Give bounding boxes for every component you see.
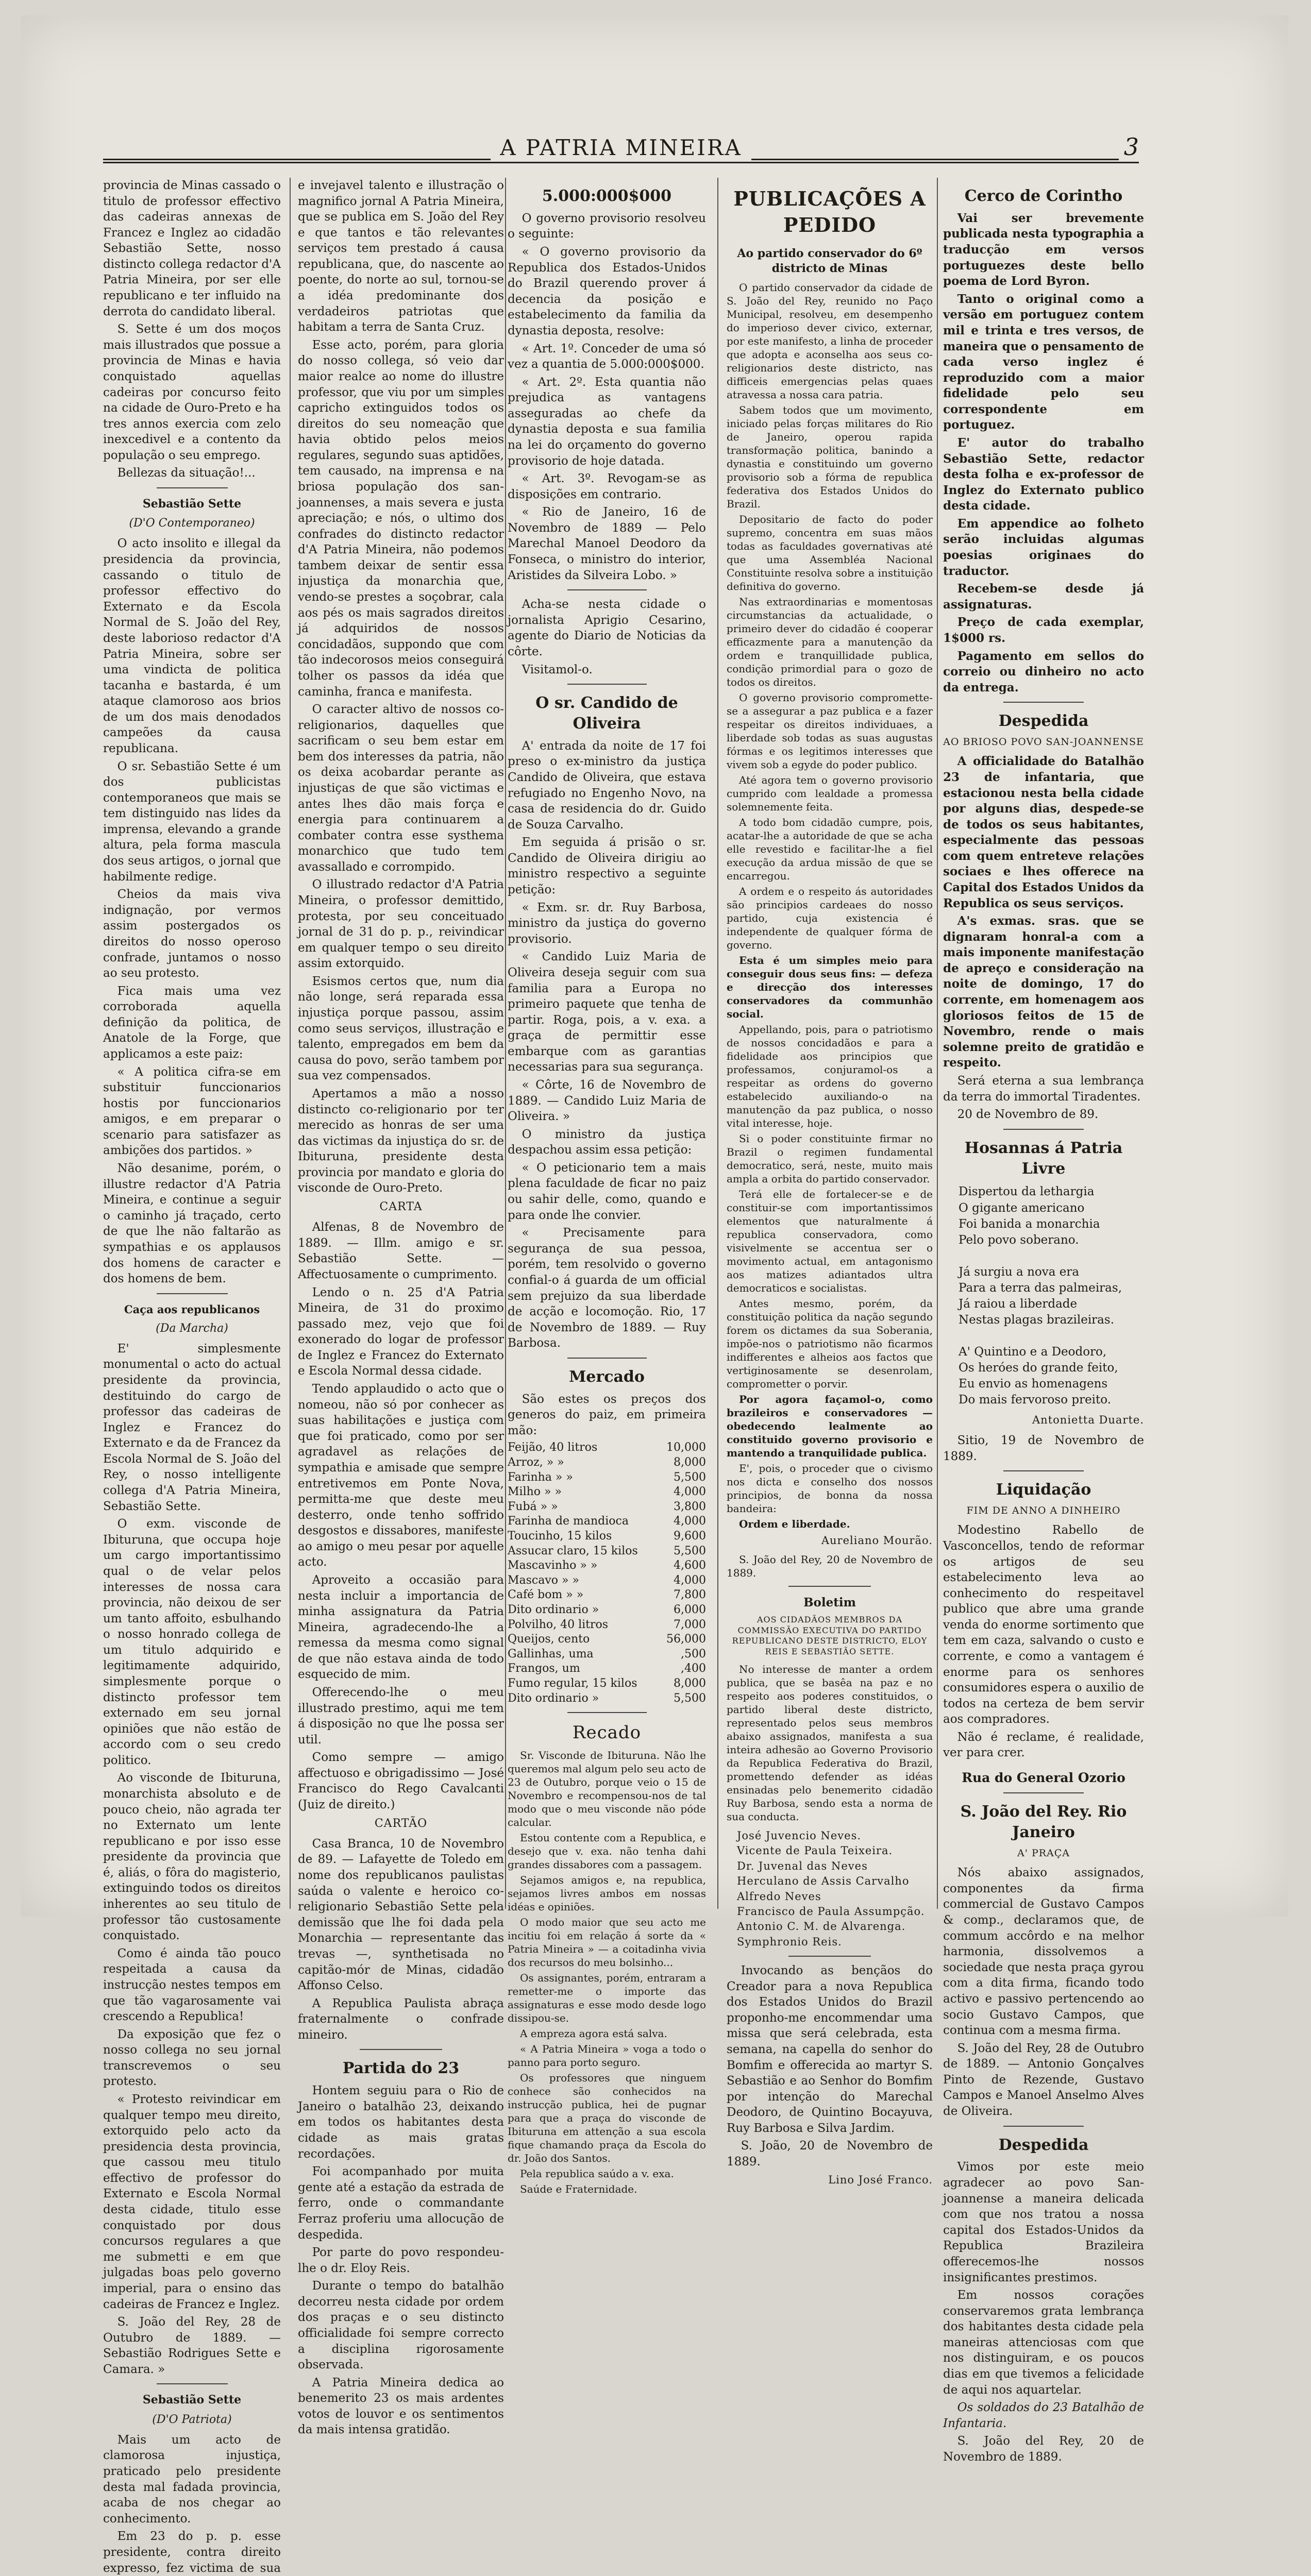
column-divider (717, 178, 718, 1909)
article-paragraph: Cheios da mais viva indignação, por vermos assim postergados os direitos do nosso operoso confrade, juntamos o nosso ao seu protesto. (103, 888, 281, 980)
article-paragraph: Como é ainda tão pouco respeitada a causa da instrucção nestes tempos em que tão vagarosamente vai crescendo a Republica! (103, 1946, 281, 2024)
article-paragraph: Os professores que ninguem conhece são conhecidos na instrucção publica, hei de pugnar para que a praça do visconde de Ibituruna em attenção a sua escola fique chamando praça da Escola do dr. João dos Santos. (508, 2072, 706, 2165)
article-paragraph: O governo provisorio compromette-se a assegurar a paz publica e a fazer respeitar os direitos individuaes, a liberdade sob todas as suas augustas fórmas e os legitimos interesses que vivem sob a egyde do poder publico. (727, 691, 933, 771)
article-paragraph: Não é reclame, é realidade, ver para crer. (943, 1730, 1144, 1760)
article-paragraph: « A Patria Mineira » voga a todo o panno para porto seguro. (508, 2043, 706, 2069)
article-paragraph: Em nossos corações conservaremos grata lembrança dos habitantes desta cidade pela maneiras attenciosas com que nos distinguiram, e os poucos dias em que tivemos a felicidade de aqui nos aquartelar. (943, 2289, 1144, 2397)
article-paragraph: Como sempre — amigo affectuoso e obrigadissimo — José Francisco do Rego Cavalcanti (Juiz de direito.) (298, 1751, 504, 1812)
price-row (508, 1573, 706, 1588)
price-value: 8,000 (674, 1676, 706, 1690)
article-paragraph: Estou contente com a Republica, e desejo que v. exa. não tenha dahi grandes dissabores com a passagem. (508, 1832, 706, 1871)
column-divider (290, 178, 291, 1909)
article-paragraph: E' simplesmente monumental o acto do actual presidente da provincia, destituindo do cargo de professor das cadeiras de Inglez e Francez do Externato e da de Francez da Escola Normal de S. João del Rey, o nosso intelligente collega d'A Patria Mineira, Sebastião Sette. (103, 1342, 281, 1513)
price-row (508, 1603, 706, 1618)
article-paragraph: Até agora tem o governo provisorio cumprido com lealdade a promessa solemnemente feita. (727, 773, 933, 813)
article-source: (D'O Contemporaneo) (129, 517, 255, 530)
price-item: Arroz, » » (508, 1456, 564, 1469)
article-paragraph: « Precisamente para segurança de sua pessoa, porém, tem resolvido o governo confial-o á guarda de um official sem prejuizo da sua liberdade de acção e locomoção. Rio, 17 de Novembro de 1889. — Ruy Barbosa. (508, 1226, 706, 1350)
article-paragraph: Fica mais uma vez corroborada aquella definição da politica, de Anatole de la Forge, que applicamos a este paiz: (103, 984, 281, 1061)
article-paragraph: Recebem-se desde já assignaturas. (943, 582, 1144, 612)
article-heading: Boletim (803, 1595, 856, 1609)
article-paragraph: Foi acompanhado por muita gente até a estação da estrada de ferro, onde o commandante Ferraz proferiu uma allocução de despedida. (298, 2165, 504, 2242)
article-paragraph: Por parte do povo respondeu-lhe o dr. Eloy Reis. (298, 2246, 504, 2275)
article-paragraph: E' autor do trabalho Sebastião Sette, redactor desta folha e ex-professor de Inglez do Externato publico desta cidade. (943, 435, 1144, 513)
price-item: Frangos, um (508, 1662, 580, 1675)
column-1 (103, 178, 281, 2575)
article-paragraph: Depositario de facto do poder supremo, concentra em suas mãos todas as faculdades governativas até que uma Assembléa Nacional Constituinte resolva sobre a instituição definitiva do governo. (727, 513, 933, 592)
article-heading: Sebastião Sette (142, 497, 242, 511)
price-row (508, 1529, 706, 1544)
article-subheading: A' PRAÇA (1017, 1848, 1070, 1859)
price-item: Fumo regular, 15 kilos (508, 1676, 637, 1690)
section-divider (1003, 2126, 1084, 2127)
price-item: Farinha » » (508, 1470, 573, 1484)
article-heading: Ao partido conservador do 6º districto de Minas (737, 247, 922, 276)
price-row (508, 1514, 706, 1529)
dateline: 20 de Novembro de 89. (957, 1108, 1099, 1122)
dateline: Sitio, 19 de Novembro de 1889. (943, 1434, 1144, 1463)
article-heading: CARTA (379, 1200, 423, 1213)
article-paragraph: O partido conservador da cidade de S. João del Rey, reunido no Paço Municipal, resolveu, em desempenho do imperioso dever civico, externar, por este manifesto, a linha de proceder que adopta e aconselha aos seus co-religionarios deste districto, nas difficeis emergencias pelas quaes atravessa a nossa cara patria. (727, 281, 933, 401)
article-heading: Partida do 23 (342, 2059, 460, 2078)
poem-line: Dispertou da lethargia (959, 1185, 1095, 1199)
article-paragraph: Sabem todos que um movimento, iniciado pelas forças militares do Rio de Janeiro, operou rapida transformação politica, banindo a dynastia e constituindo um governo provisorio sob a fórma de republica federativa dos Estados Unidos do Brazil. (727, 403, 933, 510)
article-heading: Sebastião Sette (142, 2393, 242, 2407)
page-number: 3 (1119, 133, 1139, 161)
article-paragraph: Pagamento em sellos do correio ou dinheiro no acto da entrega. (943, 649, 1144, 694)
article-paragraph: « Candido Luiz Maria de Oliveira deseja seguir com sua familia para a Europa no primeiro paquete que tenha de partir. Roga, pois, a v. exa. a graça de permittir esse embarque com as garantias necessarias para sua segurança. (508, 950, 706, 1074)
price-item: Milho » » (508, 1485, 562, 1499)
article-paragraph: A empreza agora está salva. (520, 2027, 667, 2040)
price-row (508, 1485, 706, 1500)
signatory-name: José Juvencio Neves. (737, 1829, 862, 1842)
article-paragraph: O acto insolito e illegal da presidencia da provincia, cassando o titulo de professor effectivo do Externato e da Escola Normal de S. João del Rey, deste laborioso redactor d'A Patria Mineira, sobre ser uma vindicta de politica tacanha e bastarda, é um ataque clamoroso aos brios de um dos mais denodados campeões da causa republicana. (103, 537, 281, 755)
price-item: Assucar claro, 15 kilos (508, 1544, 638, 1557)
section-divider (1003, 1129, 1084, 1130)
article-paragraph: Ao visconde de Ibituruna, monarchista absoluto e de pouco cheio, não agrada ter no Externato um lente republicano e por isso esse presidente da provincia que é, aliás, o fôra do magisterio, extinguindo todos os direitos inherentes ao seu titulo de professor tão custosamente conquistado. (103, 1771, 281, 1943)
article-paragraph: Antes mesmo, porém, da constituição politica da nação segundo forem os dictames da sua Soberania, impõe-nos o patriotismo não ficarmos indifferentes e alheios aos factos que vertiginosamente se desenrolam, comprometter o porvir. (727, 1297, 933, 1390)
price-value: 5,500 (674, 1470, 706, 1484)
article-heading: Despedida (998, 2136, 1089, 2154)
price-row (508, 1500, 706, 1515)
article-paragraph: A Republica Paulista abraça fraternalmente o confrade mineiro. (298, 1996, 504, 2042)
signatory-name: Vicente de Paula Teixeira. (737, 1844, 893, 1857)
price-row (508, 1588, 706, 1603)
article-paragraph: Casa Branca, 10 de Novembro de 89. — Lafayette de Toledo em nome dos republicanos paulistas saúda o valente e heroico co-religionario Sebastião Sette pela demissão que lhe foi dada pela Monarchia — representante das trevas —, synthetisada no capitão-mór de Minas, cidadão Affonso Celso. (298, 1837, 504, 1993)
price-list (508, 1440, 706, 1706)
article-paragraph: « A politica cifra-se em substituir funccionarios hostis por funccionarios amigos, e em preparar o scenario para satisfazer as ambições dos partidos. » (103, 1065, 281, 1158)
section-divider (788, 1586, 871, 1587)
article-paragraph: Os assignantes, porém, entraram a remetter-me o importe das assignaturas e esse modo desde logo dissipou-se. (508, 1972, 706, 2025)
price-value: 6,000 (674, 1603, 706, 1616)
newspaper-title: A PATRIA MINEIRA (491, 135, 751, 160)
article-heading: Mercado (569, 1367, 645, 1386)
column-divider (937, 178, 938, 1909)
signatory-name: Alfredo Neves (737, 1890, 821, 1903)
article-paragraph: « Protesto reivindicar em qualquer tempo meu direito, extorquido pelo acto da presidencia desta provincia, que cassou meu titulo effectivo de professor do Externato e Escola Normal desta cidade, titulo esse conquistado por dous concursos regulares a que me submetti e em que julgadas boas pelo governo imperial, para o ensino das cadeiras de Francez e Inglez. (103, 2093, 281, 2311)
section-divider (567, 684, 647, 685)
price-item: Gallinhas, uma (508, 1647, 594, 1660)
price-item: Dito ordinario » (508, 1603, 599, 1616)
article-paragraph: Tendo applaudido o acto que o nomeou, não só por conhecer as suas habilitações e justiça com que foi praticado, como por ser agradavel as relações de sympathia e amisade que sempre entretivemos em Ponte Nova, permitta-me que deste meu desterro, onde tenho soffrido desgostos e dissabores, manifeste ao amigo o meu pesar por aquelle acto. (298, 1382, 504, 1569)
article-paragraph: Pela republica saúdo a v. exa. (520, 2167, 674, 2180)
article-subheading: AO BRIOSO POVO SAN-JOANNENSE (943, 736, 1144, 748)
article-paragraph: Vai ser brevemente publicada nesta typographia a traducção em versos portuguezes deste bello poema de Lord Byron. (943, 211, 1144, 289)
price-value: 4,600 (674, 1559, 706, 1572)
price-row (508, 1440, 706, 1455)
column-5 (943, 178, 1144, 2464)
article-paragraph: Acha-se nesta cidade o jornalista Aprigio Cesarino, agente do Diario de Noticias da côrte. (508, 598, 706, 658)
poem-line: Eu envio as homenagens (959, 1377, 1108, 1391)
article-heading: Hosannas á Patria Livre (964, 1139, 1123, 1178)
article-paragraph: Nas extraordinarias e momentosas circumstancias da actualidade, o primeiro dever do cidadão é cooperar efficazmente para a manutenção da ordem e tranquillidade publica, condição primordial para o gozo de todos os direitos. (727, 595, 933, 688)
article-paragraph: Offerecendo-lhe o meu illustrado prestimo, aqui me tem á disposição no que lhe possa ser util. (298, 1686, 504, 1747)
article-paragraph: Tanto o original como a versão em portuguez contem mil e trinta e tres versos, de maneira que o pensamento de cada verso inglez é reproduzido com a maior fidelidade pelo seu correspondente em portuguez. (943, 292, 1144, 432)
price-item: Mascavo » » (508, 1573, 579, 1587)
price-value: 4,000 (674, 1485, 706, 1499)
article-heading: CARTÃO (374, 1817, 428, 1830)
article-paragraph: Lendo o n. 25 d'A Patria Mineira, de 31 do proximo passado mez, vejo que foi exonerado do logar de professor de Inglez e Francez do Externato e Escola Normal dessa cidade. (298, 1285, 504, 1378)
price-value: 5,500 (674, 1691, 706, 1705)
article-paragraph: O sr. Sebastião Sette é um dos publicistas contemporaneos que mais se tem distinguido nas lides da imprensa, elevando a grande altura, pela forma mascula dos seus artigos, o jornal que habilmente redige. (103, 759, 281, 884)
article-paragraph: Alfenas, 8 de Novembro de 1889. — Illm. amigo e sr. Sebastião Sette. — Affectuosamente o cumprimento. (298, 1221, 504, 1281)
article-paragraph: « Art. 3º. Revogam-se as disposições em contrario. (508, 472, 706, 501)
article-paragraph: « Exm. sr. dr. Ruy Barbosa, ministro da justiça do governo provisorio. (508, 901, 706, 946)
price-item: Queijos, cento (508, 1633, 590, 1646)
article-paragraph: O caracter altivo de nossos co-religionarios, daquelles que sacrificam o seu bem estar em bem dos interesses da patria, não os deixa acobardar perante as injustiças de que são victimas e antes lhes dão mais força e energia para continuarem a combater contra esse systhema monarchico que tudo tem avassallado e corrompido. (298, 703, 504, 874)
article-paragraph: « Rio de Janeiro, 16 de Novembro de 1889 — Pelo Marechal Manoel Deodoro da Fonseca, o ministro do interior, Aristides da Silveira Lobo. » (508, 505, 706, 582)
article-paragraph: Bellezas da situação!... (117, 466, 256, 480)
article-paragraph: Nós abaixo assignados, componentes da firma commercial de Gustavo Campos & comp., declaramos que, de commum accôrdo e na melhor harmonia, dissolvemos a sociedade que nesta praça gyrou com a dita firma, ficando todo activo e passivo pertencendo ao socio Gustavo Campos, que continua com a mesma firma. (943, 1866, 1144, 2038)
price-value: 8,000 (674, 1456, 706, 1469)
poem-line: A' Quintino e a Deodoro, (959, 1345, 1107, 1359)
price-row (508, 1618, 706, 1633)
article-paragraph: E', pois, o proceder que o civismo nos dicta e conselho dos nossos principios, de bonna da nossa bandeira: (727, 1462, 933, 1515)
poem-line: Para a terra das palmeiras, (959, 1281, 1122, 1295)
price-row (508, 1470, 706, 1485)
price-row (508, 1691, 706, 1706)
signature: Aureliano Mourão. (821, 1534, 933, 1547)
article-paragraph: O illustrado redactor d'A Patria Mineira, o professor demittido, protesta, por seu conceituado jornal de 31 do p. p., reivindicar em qualquer tempo o seu direito assim extorquido. (298, 878, 504, 971)
article-paragraph: S. João del Rey, 28 de Outubro de 1889. — Sebastião Rodrigues Sette e Camara. » (103, 2315, 281, 2376)
section-headline: PUBLICAÇÕES A PEDIDO (733, 187, 926, 236)
masthead (103, 135, 1139, 166)
price-item: Café bom » » (508, 1588, 584, 1602)
article-paragraph: Preço de cada exemplar, 1$000 rs. (943, 615, 1144, 645)
section-divider (567, 1712, 647, 1713)
price-value: 4,000 (674, 1515, 706, 1528)
poem-line: Nestas plagas brazileiras. (959, 1313, 1114, 1327)
article-paragraph: Si o poder constituinte firmar no Brazil o regimen fundamental democratico, será, neste, muito mais ampla a orbita do partido conservador. (727, 1132, 933, 1185)
article-paragraph: Por agora façamol-o, como brazileiros e conservadores — obedecendo lealmente ao constituido governo provisorio e mantendo a tranquilidade publica. (727, 1393, 933, 1459)
article-paragraph: Durante o tempo do batalhão decorreu nesta cidade por ordem dos praças e o seu distincto officialidade foi sempre correcto a disciplina rigorosamente observada. (298, 2279, 504, 2372)
price-row (508, 1647, 706, 1662)
article-heading: Recado (572, 1722, 642, 1743)
price-item: Farinha de mandioca (508, 1515, 629, 1528)
article-paragraph: Em seguida á prisão o sr. Candido de Oliveira dirigiu ao ministro respectivo a seguinte petição: (508, 836, 706, 897)
article-paragraph: Esismos certos que, num dia não longe, será reparada essa injustiça porque passou, assim como seus serviços, illustração e talento, empregados em bem da causa do povo, serão tambem por sua vez compensados. (298, 974, 504, 1083)
column-3 (508, 178, 706, 2196)
article-heading: Rua do General Ozorio (962, 1770, 1125, 1786)
article-paragraph: A's exmas. sras. que se dignaram honral-a com a mais imponente manifestação de apreço e consideração na noite de domingo, 17 do corrente, em homenagem aos gloriosos feitos de 15 de Novembro, rende o mais solemne preito de gratidão e respeito. (943, 914, 1144, 1070)
section-divider (157, 1293, 228, 1294)
article-paragraph: Sr. Visconde de Ibituruna. Não lhe queremos mal algum pelo seu acto de 23 de Outubro, porque veio o 15 de Novembro e recompensou-nos de tal modo que o meu visconde não póde calcular. (508, 1749, 706, 1829)
section-divider (157, 487, 228, 488)
column-2 (298, 178, 504, 2437)
poem-line: Foi banida a monarchia (959, 1217, 1100, 1231)
article-paragraph: Será eterna a sua lembrança da terra do immortal Tiradentes. (943, 1074, 1144, 1104)
article-paragraph: « Art. 1º. Conceder de uma só vez a quantia de 5.000:000$000. (508, 342, 706, 371)
signatory-list (727, 1828, 933, 1950)
article-paragraph: Não desanime, porém, o illustre redactor d'A Patria Mineira, e continue a seguir o caminho já traçado, certo de que lhe não faltarão as sympathias e os applausos dos homens de caracter e dos homens de bem. (103, 1162, 281, 1286)
section-divider (567, 1358, 647, 1359)
article-heading: O sr. Candido de Oliveira (535, 694, 678, 733)
price-row (508, 1544, 706, 1559)
article-paragraph: Esta é um simples meio para conseguir dous seus fins: — defeza e direcção dos interesses conservadores da communhão social. (727, 954, 933, 1020)
signatory-name: Francisco de Paula Assumpção. (737, 1905, 925, 1918)
article-paragraph: Em appendice ao folheto serão incluidas algumas poesias originaes do traductor. (943, 516, 1144, 578)
signature: Lino José Franco. (828, 2173, 933, 2186)
dateline: S. João, 20 de Novembro de 1889. (727, 2139, 933, 2168)
article-paragraph: e invejavel talento e illustração o magnifico jornal A Patria Mineira, que se publica em S. João del Rey e que tantos e tão relevantes serviços tem prestado á causa republicana, que, do nascente ao poente, do norte ao sul, tornou-se a idéa predominante dos verdadeiros patriotas que habitam a terra de Santa Cruz. (298, 179, 504, 334)
price-value: 7,000 (674, 1618, 706, 1631)
article-paragraph: « O governo provisorio da Republica dos Estados-Unidos do Brazil querendo prover á decencia da posição e estabelecimento da familia da dynastia deposta, resolve: (508, 245, 706, 337)
poem-line: Já raiou a liberdade (959, 1297, 1078, 1311)
article-paragraph: O exm. visconde de Ibituruna, que occupa hoje um cargo importantissimo qual o de velar pelos interesses de nossa cara provincia, não deixou de ser um tanto affoito, esbulhando o nosso honrado collega de um titulo adquirido e legitimamente adquirido, simplesmente porque o distincto professor tem externado em seu jornal opiniões que não estão de accordo com o seu credo politico. (103, 1517, 281, 1767)
signatory-name: Antonio C. M. de Alvarenga. (737, 1920, 906, 1933)
article-paragraph: A Patria Mineira dedica ao benemerito 23 os mais ardentes votos de louvor e os sentimentos da mais intensa gratidão. (298, 2376, 504, 2437)
article-heading: Liquidação (996, 1481, 1091, 1499)
article-heading: Despedida (998, 712, 1089, 731)
article-subheading: AOS CIDADÃOS MEMBROS DA COMMISSÃO EXECUTIVA DO PARTIDO REPUBLICANO DESTE DISTRICTO, ELOY REIS E SEBASTIÃO SETTE. (732, 1614, 928, 1657)
section-divider (1003, 1792, 1084, 1793)
price-row (508, 1662, 706, 1676)
article-paragraph: Apertamos a mão a nosso distincto co-religionario por ter merecido as honras de ser uma das victimas da injustiça do sr. de Ibituruna, presidente desta provincia por mandato e gloria do visconde de Ouro-Preto. (298, 1087, 504, 1195)
price-item: Dito ordinario » (508, 1691, 599, 1705)
dateline: S. João del Rey, 20 de Novembro de 1889. (727, 1553, 933, 1579)
dateline: S. João del Rey, 20 de Novembro de 1889. (943, 2434, 1144, 2464)
poem-line (959, 1328, 1144, 1344)
price-value: 4,000 (674, 1573, 706, 1587)
price-value: ,500 (681, 1647, 706, 1660)
article-subheading: FIM DE ANNO A DINHEIRO (966, 1505, 1121, 1517)
article-paragraph: Invocando as bençãos do Creador para a nova Republica dos Estados Unidos do Brazil proponho-me encommendar uma missa que será celebrada, esta semana, na capella do senhor do Bomfim e offerecida ao martyr S. Sebastião e ao Senhor do Bomfim por intenção do Marechal Deodoro, de Quintino Bocayuva, Ruy Barbosa e Silva Jardim. (727, 1964, 933, 2135)
article-paragraph: S. João del Rey, 28 de Outubro de 1889. — Antonio Gonçalves Pinto de Rezende, Gustavo Campos e Manoel Anselmo Alves de Oliveira. (943, 2041, 1144, 2118)
price-row (508, 1558, 706, 1573)
price-value: 3,800 (674, 1500, 706, 1513)
article-paragraph: provincia de Minas cassado o titulo de professor effectivo das cadeiras annexas de Francez e Inglez ao cidadão Sebastião Sette, nosso distincto collega redactor d'A Patria Mineira, por ser elle republicano e ter influido na derrota do candidato liberal. (103, 179, 281, 318)
article-paragraph: Sejamos amigos e, na republica, sejamos livres ambos em nossas idéas e opiniões. (508, 1874, 706, 1913)
poem-line: Pelo povo soberano. (959, 1233, 1079, 1247)
article-paragraph: Terá elle de fortalecer-se e de constituir-se com importantissimos elementos que naturalmente á republica conservadora, como visivelmente se accentua ser o movimento actual, em antagonismo aos matizes adiantados ultra democraticos e socialistas. (727, 1188, 933, 1294)
section-divider (360, 2049, 442, 2050)
poem-line: O gigante americano (959, 1201, 1085, 1215)
price-item: Feijão, 40 litros (508, 1441, 598, 1454)
poem-line (959, 1248, 1144, 1264)
price-value: 10,000 (666, 1441, 706, 1454)
price-value: 7,800 (674, 1588, 706, 1602)
price-value: 9,600 (674, 1530, 706, 1543)
section-divider (1003, 702, 1084, 703)
section-divider (1003, 1470, 1084, 1471)
article-source: (D'O Patriota) (152, 2413, 232, 2426)
article-paragraph: O governo provisorio resolveu o seguinte: (508, 211, 706, 241)
article-paragraph: A todo bom cidadão cumpre, pois, acatar-lhe a autoridade de que se acha elle revestido e facilitar-lhe a fiel execução da ardua missão de que se encarregou. (727, 816, 933, 882)
column-4 (727, 178, 933, 2186)
price-value: ,400 (681, 1662, 706, 1675)
price-item: Mascavinho » » (508, 1559, 598, 1572)
signatory-name: Herculano de Assis Carvalho (737, 1875, 910, 1888)
price-row (508, 1632, 706, 1647)
price-value: 56,000 (666, 1633, 706, 1646)
article-source: (Da Marcha) (156, 1321, 228, 1335)
article-paragraph: Hontem seguiu para o Rio de Janeiro o batalhão 23, deixando em todos os habitantes desta cidade as mais gratas recordações. (298, 2084, 504, 2161)
article-paragraph: Saúde e Fraternidade. (520, 2183, 637, 2196)
poem-line: Já surgiu a nova era (959, 1265, 1080, 1279)
poem-line: Do mais fervoroso preito. (959, 1393, 1112, 1407)
article-paragraph: Mais um acto de clamorosa injustiça, praticado pelo presidente desta mal fadada provincia, acaba de nos chegar ao conhecimento. (103, 2433, 281, 2526)
article-paragraph: Ordem e liberdade. (739, 1517, 850, 1530)
signatory-name: Dr. Juvenal das Neves (737, 1859, 868, 1872)
article-paragraph: S. Sette é um dos moços mais illustrados que possue a provincia de Minas e havia conquistado aquellas cadeiras por concurso feito na cidade de Ouro-Preto e ha tres annos exercia com zelo inexcedivel e a contento da população o seu emprego. (103, 323, 281, 462)
price-item: Toucinho, 15 kilos (508, 1530, 612, 1543)
section-divider (788, 1956, 871, 1957)
poem (943, 1184, 1144, 1408)
article-paragraph: O ministro da justiça despachou assim essa petição: (508, 1127, 706, 1157)
article-paragraph: Visitamol-o. (522, 663, 593, 676)
price-value: 5,500 (674, 1544, 706, 1557)
article-heading: S. João del Rey. Rio Janeiro (960, 1803, 1127, 1842)
section-divider (567, 589, 647, 590)
price-item: Polvilho, 40 litros (508, 1618, 609, 1631)
column-divider (505, 178, 506, 1909)
article-paragraph: O modo maior que seu acto me incitiu foi em relação á sorte da « Patria Mineira » — a coitadinha vivia dos recursos do meu bolsinho... (508, 1916, 706, 1969)
article-paragraph: Esse acto, porém, para gloria do nosso collega, só veio dar maior realce ao nome do illustre professor, que viu por um simples capricho extinguidos todos os direitos do seu nomeação que havia obtido pelos meios regulares, segundo suas aptidões, tem causado, na imprensa e na briosa população dos san-joannenses, a mais severa e justa apreciação; e nós, o ultimo dos confrades do distincto redactor d'A Patria Mineira, não podemos tambem deixar de sentir essa injustiça da monarchia que, vendo-se prestes a soçobrar, cala aos pés os mais sagrados direitos já adquiridos de nossos concidadãos, suppondo que com tão indecorosos meios conseguirá tolher os passos da idéa que caminha, franca e manifesta. (298, 338, 504, 699)
price-row (508, 1676, 706, 1691)
poem-line: Os heróes do grande feito, (959, 1361, 1118, 1375)
article-paragraph: « O peticionario tem a mais plena faculdade de ficar no paiz ou sahir delle, como, quando e para onde lhe convier. (508, 1161, 706, 1222)
article-paragraph: Vimos por este meio agradecer ao povo San-joannense a maneira delicada com que nos tratou a nossa capital dos Estados-Unidos da Republica Brazileira offerecemos-lhe nossos insignificantes prestimos. (943, 2160, 1144, 2284)
price-item: Fubá » » (508, 1500, 558, 1513)
article-paragraph: Appellando, pois, para o patriotismo de nossos concidadãos e para a fidelidade aos principios que professamos, conjuramol-os a respeitar as ordens do governo estabelecido auxiliando-o na manutenção da paz publica, o nosso vital interesse, hoje. (727, 1023, 933, 1129)
article-paragraph: Da exposição que fez o nosso collega no seu jornal transcrevemos o seu protesto. (103, 2027, 281, 2089)
article-paragraph: « Côrte, 16 de Novembro de 1889. — Candido Luiz Maria de Oliveira. » (508, 1078, 706, 1124)
article-paragraph: No interesse de manter a ordem publica, que se basêa na paz e no respeito aos poderes constituidos, o partido liberal deste districto, representado pelos seus membros abaixo assignados, manifesta a sua inteira adhesão ao Governo Provisorio da Republica Federativa do Brazil, promettendo defender as idéas ensinadas pelo benemerito cidadão Ruy Barbosa, sendo esta a norma de sua conducta. (727, 1663, 933, 1823)
article-paragraph: Em 23 do p. p. esse presidente, contra direito expresso, fez victima de sua (103, 2530, 281, 2575)
poem-signature: Antonietta Duarte. (1032, 1414, 1144, 1427)
price-row (508, 1455, 706, 1470)
article-heading: 5.000:000$000 (542, 187, 672, 205)
article-paragraph: Aproveito a occasião para nesta incluir a importancia de minha assignatura da Patria Mineira, agradecendo-lhe a remessa da mesma como signal de que não estava ainda de todo esquecido de mim. (298, 1573, 504, 1682)
article-paragraph: A' entrada da noite de 17 foi preso o ex-ministro da justiça Candido de Oliveira, que estava refugiado no Engenho Novo, na casa de residencia do dr. Guido de Souza Carvalho. (508, 739, 706, 832)
article-heading: Cerco de Corintho (964, 187, 1123, 205)
signatory-name: Symphronio Reis. (737, 1935, 842, 1948)
section-divider (157, 2383, 228, 2384)
article-paragraph: São estes os preços dos generos do paiz, em primeira mão: (508, 1392, 706, 1437)
article-paragraph: Modestino Rabello de Vasconcellos, tendo de reformar os artigos de seu estabelecimento leva ao conhecimento do respeitavel publico que abre uma grande venda do enorme sortimento que tem em caza, salvando o custo e corrente, e como a vantagem é enorme para os senhores consumidores espera o auxilio de todos na certeza de bem servir aos compradores. (943, 1523, 1144, 1726)
article-heading: Caça aos republicanos (124, 1302, 260, 1316)
article-paragraph: Os soldados do 23 Batalhão de Infantaria. (943, 2401, 1144, 2430)
article-paragraph: « Art. 2º. Esta quantia não prejudica as vantagens asseguradas ao chefe da dynastia deposta e sua familia na lei do orçamento do governo provisorio de hoje datada. (508, 375, 706, 468)
article-paragraph: A officialidade do Batalhão 23 de infantaria, que estacionou nesta bella cidade por alguns dias, despede-se de todos os seus habitantes, especialmente das pessoas com quem entreteve relações sociaes e lhes offerece na Capital dos Estados Unidos da Republica os seus serviços. (943, 754, 1144, 910)
article-paragraph: A ordem e o respeito ás autoridades são principios cardeaes do nosso partido, cuja existencia é independente de qualquer fórma de governo. (727, 885, 933, 951)
